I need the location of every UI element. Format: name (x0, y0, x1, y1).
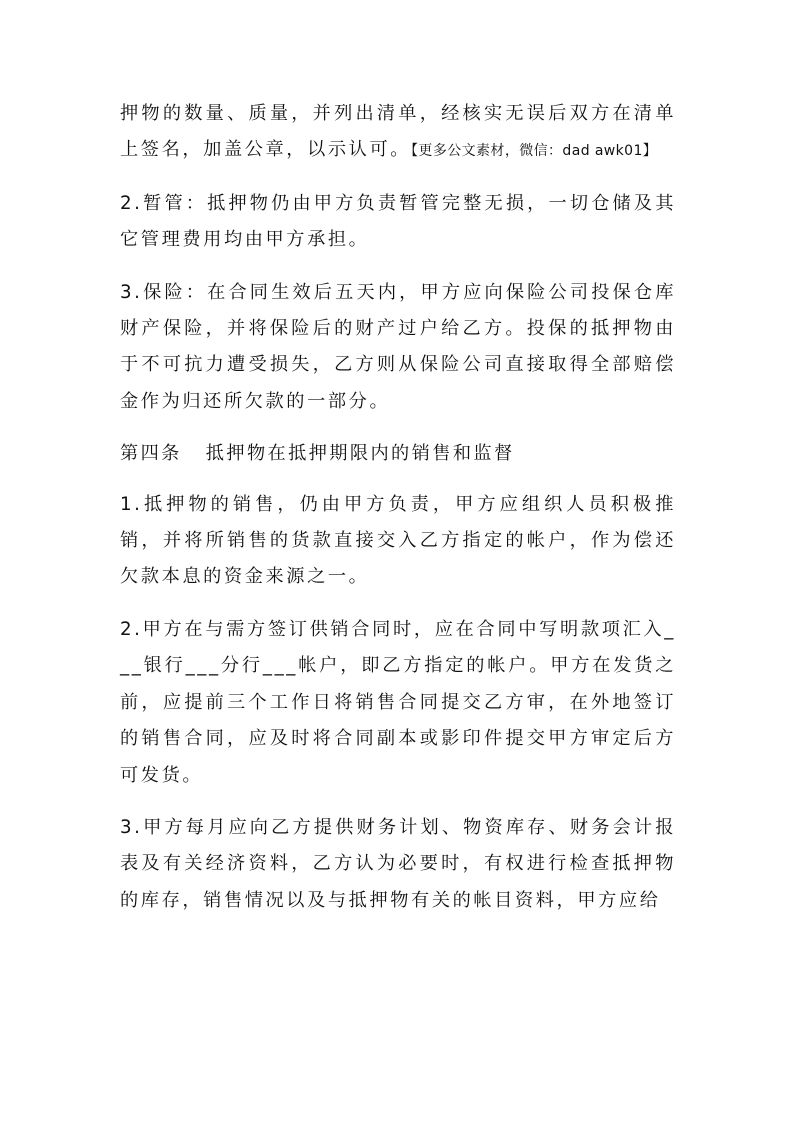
article-heading (120, 436, 676, 472)
paragraph-inventory-text: 押物的数量、质量，并列出清单，经核实无误后双方在清单上签名，加盖公章，以示认可。 (120, 103, 676, 161)
article-title: 抵押物在抵押期限内的销售和监督 (205, 443, 515, 465)
paragraph-inventory (120, 96, 676, 170)
paragraph-sales: 1.抵押物的销售，仍由甲方负责，甲方应组织人员积极推销，并将所销售的货款直接交入乙方指定的帐户，作为偿还欠款本息的资金来源之一。 (120, 493, 676, 588)
paragraph-reporting: 3.甲方每月应向乙方提供财务计划、物资库存、财务会计报表及有关经济资料，乙方认为必要时，有权进行检查抵押物的库存，销售情况以及与抵押物有关的帐目资料，甲方应给 (120, 816, 676, 911)
paragraph-custody: 2.暂管：抵押物仍由甲方负责暂管完整无损，一切仓储及其它管理费用均由甲方承担。 (120, 192, 676, 251)
document-page (120, 96, 676, 935)
article-number: 第四条 (120, 443, 182, 465)
promo-note: 【更多公文素材，微信：dad awk01】 (411, 143, 658, 160)
paragraph-insurance: 3.保险：在合同生效后五天内，甲方应向保险公司投保仓库财产保险，并将保险后的财产过户给乙方。投保的抵押物由于不可抗力遭受损失，乙方则从保险公司直接取得全部赔偿金作为归还所欠款的一部分。 (120, 281, 676, 412)
paragraph-contract-account: 2.甲方在与需方签订供销合同时，应在合同中写明款项汇入___银行___分行___帐户，即乙方指定的帐户。甲方在发货之前，应提前三个工作日将销售合同提交乙方审，在外地签订的销售合同，应及时将合同副本或影印件提交甲方审定后方可发货。 (120, 618, 676, 786)
